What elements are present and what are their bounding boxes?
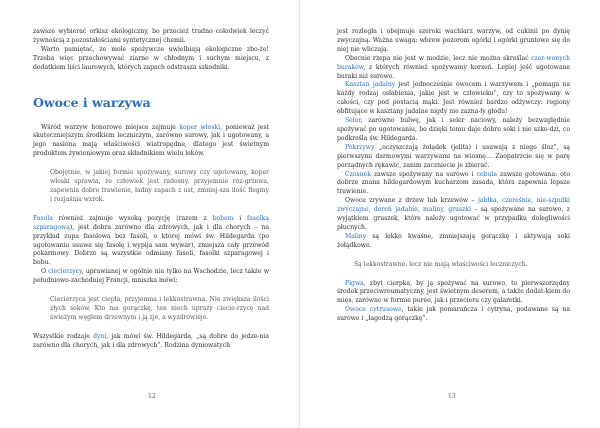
paragraph-fruits: Owoce zrywane z drzew lub krzewów – jabłka, czereśnie, nie-szpułki zwyczajne, dereń jadalne, maliny, gruszki – są spożywane na surowo, z wyjątkiem gruszek, które należy ugotować w przypadku dolegliwości płucnych.	[337, 197, 570, 231]
quote-raspberries: Są lekkostrawne, lecz nie mają właściwości leczniczych.	[354, 260, 528, 268]
paragraph-celery: Seler, zarówno bulwę, jak i seler naciowy, należy bezwzględnie spożywać po ugotowaniu, bo dzięki temu daje dobre soki i nie szko-dzi, co podkreśla św. Hildegarda.	[337, 117, 570, 142]
paragraph-fennel: Wśród warzyw honorowe miejsce zajmuje koper włoski, ponieważ jest skuteczniejszym środkiem leczniczym, zarówno surowy, jak i ugotowany, a jego nasiona mają właściwości wiatropędne, dlatego jest świetnym produktem żywieniowym oraz składnikiem wielu leków.	[33, 123, 269, 158]
paragraph-quince: Pigwa, zbyt cierpka, by ją spożywać na surowo, to pierwszorzędny środek przeciwreumatyczny, jest świetnym deserem, a także dodat-kiem do mięs, zarówno w formie purée, jak i przecieru czy galaretki.	[337, 279, 570, 305]
highlight-beans: Fasola	[33, 214, 53, 222]
quote-chickpea: Ciecierzyca jest ciepła, przyjemna i lekkostrawna. Nie zwiększa ilości złych soków. Kto ma gorączkę, ten niech uprazy ciecie-rzycę nad świeżym węglem drzewnym i ją zje, a wyzdrowieje.	[50, 296, 269, 321]
paragraph-citrus: Owoce cytrusowe, takie jak pomarańcza i cytryna, podawane są na surowo i „łagodzą gorączkę”.	[337, 306, 570, 323]
paragraph-beets: Obecnie rzepa nie jest w modzie, lecz nie można skreślać czer-wonych buraków, z których również spożywamy korzeń. Lepiej jeść ugotowane buraki niż surowe.	[337, 54, 570, 80]
paragraph-squash-family: jest rozległa i obejmuje szeroki wachlarz warzyw, od cukinii po dynię zwyczajną. Ważna uwaga: wbrew pozorom ogórki i ogórki gruntowe się do niej nie wliczają.	[337, 28, 570, 53]
paragraph-pumpkin: Wszystkie rodzaje dyni, jak mówi św. Hildegarda, „są dobre do jedze-nia zarówno dla chorych, jak i dla zdrowych”. Rodzina dyniowatych	[33, 332, 269, 349]
paragraph-nettles: Pokrzywy „oczyszczają żołądek (jelita) i usuwają z niego śluz”, są pierwszymi darmowymi warzywami na wiosnę… Zaopatrzcie się w parę porządnych rękawic, zanim zaczniecie je zbierać.	[337, 143, 570, 169]
intro-paragraph-1: zawsze wybierać orkisz ekologiczny, bo przecież trudno cokolwiek leczyć żywnością z pozostałościami syntetycznej chemii.	[33, 28, 269, 44]
highlight-fennel: koper włoski	[179, 123, 221, 131]
intro-paragraph-2: Warto pamiętać, że mole spożywcze uwielbiają ekologiczne zbo-że! Trzeba więc przechowywać ziarno w chłodnym i suchym miejscu, z dodatkiem liści laurowych, których zapach odstrasza szkodniki.	[33, 45, 269, 71]
paragraph-chestnut: Kasztan jadalny jest jednocześnie owocem i warzywem i „pomaga na każdy rodzaj osłabienia, jakie jest w człowieku”, czy to spożywany w całości, czy pod postacią mąki. Jest również bardzo odżywczy: regiony obfitujące w kasztany jadalne nigdy nie zazna-ły głodu!	[337, 81, 570, 116]
highlight-chickpea: ciecierzycy	[48, 268, 82, 276]
paragraph-garlic-onion: Czosnek zawsze spożywany na surowo i cebula zawsze gotowana: oto dobrze znana hildegardowym kucharzom zasada, która zapewnia lepsze trawienie.	[337, 170, 571, 196]
quote-fennel: Obojętnie, w jakiej formie spożywany, surowy czy ugotowany, koper włoski sprawia, że człowiek jest radosny, przyjemnie roz-grzewa, zapewnia dobre trawienie, ładny zapach z ust, zmniej-sza ilość flegmy i rozjaśnia wzrok.	[50, 169, 269, 203]
highlight-pumpkin: dyni	[93, 332, 107, 340]
page-number-left: 12	[148, 393, 156, 400]
section-heading: Owoce i warzywa	[33, 94, 151, 110]
page-number-right: 13	[448, 393, 456, 400]
paragraph-chickpea: O ciecierzycy, uprawianej w ogólnie nie tylko na Wschodzie, lecz także w południowo-zachodniej Francji, mniszka mówi:	[33, 268, 269, 285]
paragraph-beans: Fasola również zajmuje wysoką pozycję (razem z bobem i fasolką szparagową), jest dobra zarówno dla zdrowych, jak i dla chorych – na przykład zupa fasolowa bez fasoli, o której mówi św. Hildegarda (po ugotowaniu usuwa się fasolę i wypija sam wywar), zmiejsza cały przewód pokarmowy. Dobrze są wszystkie odmiany fasoli, fasolki szparagowej i bobu.	[33, 214, 269, 267]
paragraph-raspberries: Maliny są lekko kwaśne, zmniejszają gorączkę i aktywują soki żołądkowe.	[337, 232, 570, 249]
right-page	[300, 0, 600, 428]
